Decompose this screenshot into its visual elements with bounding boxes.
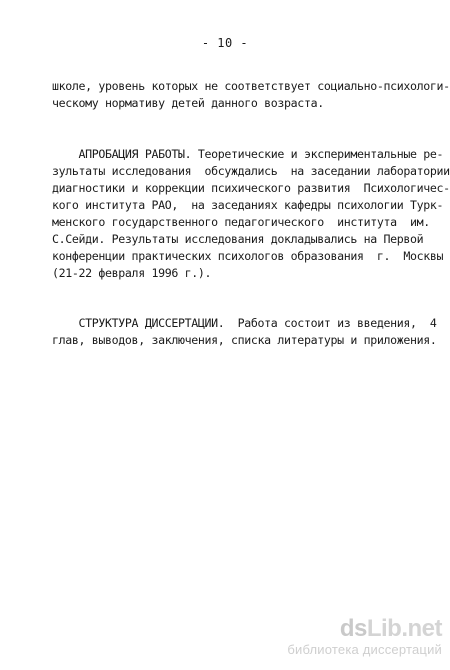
text-line: (21-22 февраля 1996 г.). <box>52 266 212 280</box>
logo-part-lib: Lib.net <box>366 615 442 642</box>
text-line: СТРУКТУРА ДИССЕРТАЦИИ. Работа состоит из введения, 4 <box>52 316 437 330</box>
watermark-tagline: библиотека диссертаций <box>287 642 442 657</box>
dslib-watermark <box>287 616 442 658</box>
text-line: глав, выводов, заключения, списка литературы и приложения. <box>52 333 437 347</box>
text-line: ческому нормативу детей данного возраста. <box>52 96 324 110</box>
page-number: - 10 - <box>201 36 249 50</box>
text-line: конференции практических психологов образования г. Москвы <box>52 249 444 263</box>
logo-part-ds: ds <box>339 615 367 642</box>
text-line: менского государственного педагогического института им. <box>52 215 430 229</box>
text-line: зультаты исследования обсуждались на заседании лаборатории <box>52 164 450 178</box>
text-line: диагностики и коррекции психического развития Психологичес- <box>52 181 450 195</box>
dslib-logo <box>287 616 442 642</box>
text-line: кого института РАО, на заседаниях кафедры психологии Турк- <box>52 198 444 212</box>
text-line: школе, уровень которых не соответствует социально-психологи- <box>52 79 450 93</box>
text-line: АПРОБАЦИЯ РАБОТЫ. Теоретические и экспериментальные ре- <box>52 147 444 161</box>
text-line: С.Сейди. Результаты исследования докладывались на Первой <box>52 232 424 246</box>
